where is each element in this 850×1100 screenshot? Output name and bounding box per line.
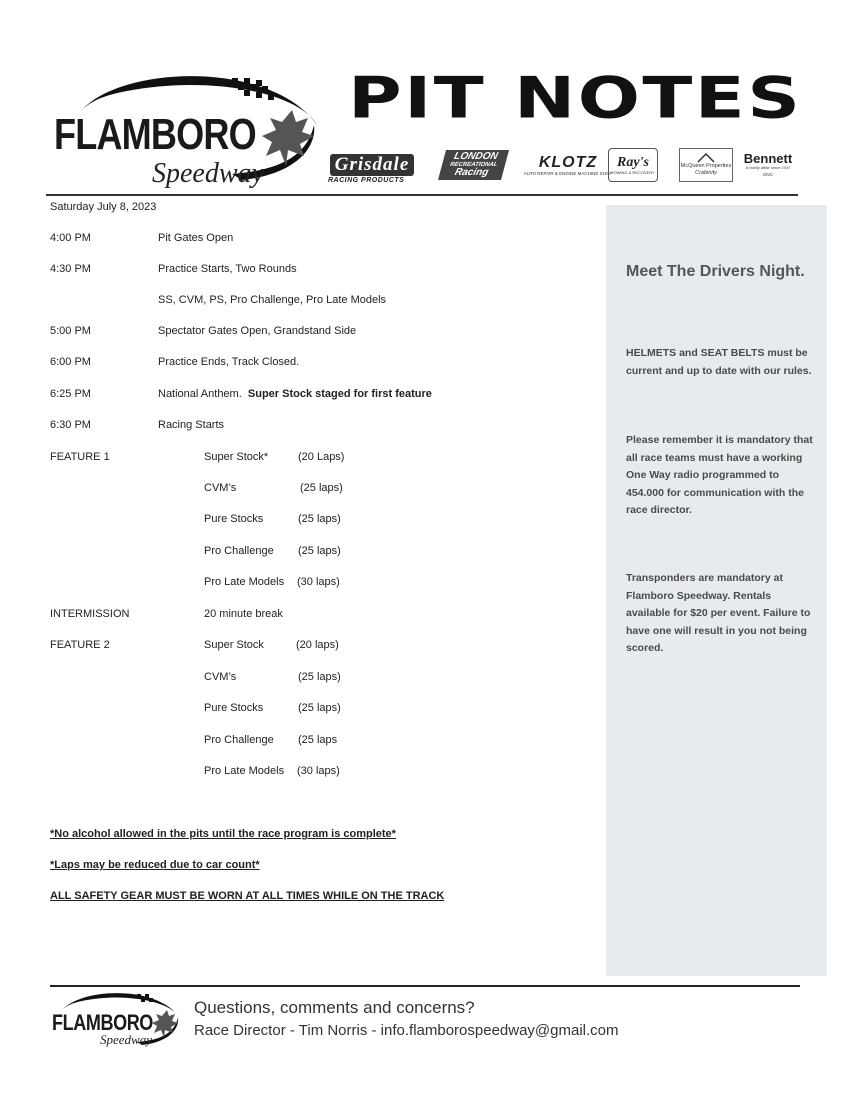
feature-class: Pro Challenge — [204, 734, 274, 746]
sponsor-bennett-logo — [740, 148, 796, 180]
sponsor-rays-logo — [608, 148, 658, 182]
sponsor-tagline: RACING PRODUCTS — [328, 177, 405, 184]
sponsor-brands: GMC — [762, 171, 774, 177]
house-icon — [697, 153, 715, 163]
schedule-event: Spectator Gates Open, Grandstand Side — [158, 325, 357, 337]
feature-laps: (20 Laps) — [298, 451, 345, 463]
schedule-event-row — [158, 387, 432, 401]
feature-laps: (25 laps) — [298, 513, 341, 525]
note-safety-gear: ALL SAFETY GEAR MUST BE WORN AT ALL TIMES WHILE ON THE TRACK — [50, 890, 445, 902]
footer-contact: Race Director - Tim Norris - info.flamborospeedway@gmail.com — [194, 1022, 619, 1039]
footer-divider — [50, 985, 800, 987]
feature-1-label: FEATURE 1 — [50, 451, 110, 463]
logo-brand-text: FLAMBORO — [54, 110, 256, 159]
feature-laps: (20 laps) — [296, 639, 339, 651]
intermission-value: 20 minute break — [204, 608, 283, 620]
feature-laps: (30 laps) — [297, 765, 340, 777]
logo-brand-text: FLAMBORO — [52, 1010, 153, 1035]
sponsor-line: RECREATIONAL — [449, 162, 499, 168]
sponsor-name — [438, 150, 509, 180]
sponsor-name: Bennett — [743, 150, 793, 166]
schedule-event: Practice Ends, Track Closed. — [158, 356, 300, 368]
feature-class: Super Stock — [204, 639, 264, 651]
schedule-time: 6:30 PM — [50, 419, 91, 431]
feature-class: CVM’s — [204, 671, 237, 683]
sponsor-tagline: Crabinity — [695, 170, 717, 176]
schedule-time: 4:30 PM — [50, 263, 91, 275]
sidebar-heading: Meet The Drivers Night. — [626, 263, 805, 280]
logo-sub-text: Speedway — [100, 1032, 152, 1047]
feature-laps: (25 laps) — [298, 702, 341, 714]
schedule-event: Practice Starts, Two Rounds — [158, 263, 297, 275]
schedule-event: Racing Starts — [158, 419, 225, 431]
flamboro-speedway-logo — [52, 70, 317, 195]
schedule-time: 6:25 PM — [50, 388, 91, 400]
schedule-event: Pit Gates Open — [158, 232, 234, 244]
schedule-event: National Anthem. — [158, 388, 242, 400]
sponsor-tagline: AUTO REPAIR & ENGINE MACHINE SHOP — [523, 170, 613, 176]
feature-class: Pure Stocks — [204, 513, 264, 525]
sidebar-transponder-note: Transponders are mandatory at Flamboro Speedway. Rentals available for $20 per event. Failure to have one will result in you not being scored. — [626, 572, 811, 654]
intermission-label: INTERMISSION — [50, 608, 130, 620]
sponsor-line: LONDON — [453, 151, 500, 162]
sponsor-mcqueen-logo — [679, 148, 733, 182]
feature-class: Pro Late Models — [204, 765, 285, 777]
schedule-time: 5:00 PM — [50, 325, 91, 337]
schedule-event-highlight: Super Stock staged for first feature — [247, 388, 432, 400]
feature-laps: (25 laps — [298, 734, 338, 746]
sponsor-name: Ray's — [617, 154, 649, 170]
sponsor-line: Racing — [453, 167, 491, 178]
feature-class: Pure Stocks — [204, 702, 264, 714]
sponsor-klotz-logo — [523, 152, 613, 178]
sidebar-radio-note: Please remember it is mandatory that all race teams must have a working One Way radio programmed to 454.000 for communication with the race director. — [626, 434, 813, 516]
schedule-time: 4:00 PM — [50, 232, 91, 244]
footer-questions: Questions, comments and concerns? — [194, 998, 475, 1017]
sponsor-grisdale-logo — [328, 150, 416, 184]
sponsor-name: KLOTZ — [538, 153, 598, 171]
event-date: Saturday July 8, 2023 — [50, 201, 157, 213]
feature-laps: (25 laps) — [300, 482, 343, 494]
feature-class: Pro Challenge — [204, 545, 274, 557]
note-laps-reduced: *Laps may be reduced due to car count* — [50, 859, 260, 871]
schedule-time: 6:00 PM — [50, 356, 91, 368]
logo-sub-text: Speedway — [152, 158, 264, 189]
sponsor-tagline: A family affair since 1937 — [745, 164, 791, 170]
flamboro-speedway-footer-logo — [50, 990, 180, 1052]
sponsor-name: McQueen Properties — [680, 163, 732, 170]
sidebar-helmets-note: HELMETS and SEAT BELTS must be current and up to date with our rules. — [626, 347, 812, 377]
sponsor-strip — [328, 146, 798, 186]
schedule-event: SS, CVM, PS, Pro Challenge, Pro Late Models — [158, 294, 387, 306]
note-no-alcohol: *No alcohol allowed in the pits until the race program is complete* — [50, 828, 396, 840]
sponsor-london-recreational-logo — [424, 152, 524, 178]
feature-laps: (30 laps) — [297, 576, 340, 588]
feature-class: Pro Late Models — [204, 576, 285, 588]
feature-class: CVM’s — [204, 482, 237, 494]
sponsor-tagline: TOWING & RECOVERY — [611, 169, 655, 175]
feature-laps: (25 laps) — [298, 545, 341, 557]
feature-laps: (25 laps) — [298, 671, 341, 683]
info-sidebar — [606, 205, 827, 976]
header-divider — [46, 194, 798, 196]
page-title: PIT NOTES — [348, 65, 803, 132]
sponsor-name: Grisdale — [330, 154, 415, 176]
feature-class: Super Stock* — [204, 451, 269, 463]
feature-2-label: FEATURE 2 — [50, 639, 110, 651]
